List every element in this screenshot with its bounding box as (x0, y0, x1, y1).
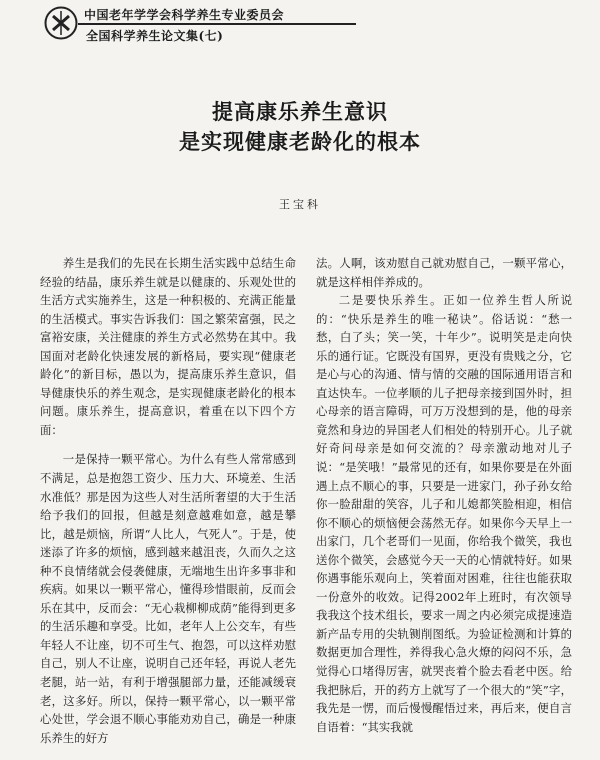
paragraph-section-1-end: 法。人啊，该劝慰自己就劝慰自己，一颗平常心，就是这样相伴养成的。 (316, 256, 572, 289)
article-author: 王宝科 (279, 198, 321, 211)
header-divider (78, 23, 356, 25)
article-title-line1: 提高康乐养生意识 (212, 99, 388, 124)
header-collection-name: 全国科学养生论文集(七) (86, 29, 224, 43)
body-column-right (316, 254, 572, 736)
paragraph-intro: 养生是我们的先民在长期生活实践中总结生命经验的结晶，康乐养生就是以健康的、乐观处世的生活方式实施养生，这是一种积极的、充满正能量的生活模式。事实告诉我们：国之繁荣富强，民之富裕安康，关注健康的养生方式必然势在其中。我国面对老龄化快速发展的新格局，要实现“健康老龄化”的新目标，愚以为，提高康乐养生意识，倡导健康快乐的养生观念，是实现健康老龄化的根本问题。康乐养生，提高意识，着重在以下四个方面： (40, 256, 296, 437)
body-column-left (40, 254, 296, 747)
header-society-name: 中国老年学学会科学养生专业委员会 (84, 8, 285, 22)
article-title-line2: 是实现健康老龄化的根本 (179, 129, 421, 154)
seal-logo-icon (44, 6, 78, 40)
paragraph-section-1: 一是保持一颗平常心。为什么有些人常常感到不满足，总是抱怨工资少、压力大、环境差、生活水准低？那是因为这些人对生活所奢望的大于生活给予我们的回报，但越是刻意越难如意，越是攀比，越是烦恼，所谓“人比人，气死人”。于是，使迷添了许多的烦恼，感到越来越沮丧，久而久之这种不良情绪就会侵袭健康，无端地生出许多事非和疾病。如果以一颗平常心，懂得珍惜眼前，反而会乐在其中，反而会：“无心栽柳柳成荫”能得到更多的生活乐趣和享受。比如，老年人上公交车，有些年轻人不让座，切不可生气、抱怨，可以这样劝慰自己，别人不让座，说明自己还年轻，再说人老先老腿，站一站，有利于增强腿部力量，还能减缓衰老，这多好。所以，保持一颗平常心，以一颗平常心处世，学会退不顺心事能劝劝自己，确是一种康乐养生的好方 (40, 452, 296, 745)
paragraph-section-2: 二是要快乐养生。正如一位养生哲人所说的：“快乐是养生的唯一秘诀”。俗话说：“愁一愁，白了头；笑一笑，十年少”。说明笑是走向快乐的通行证。它既没有国界，更没有贵贱之分，它是心与心的沟通、情与情的交融的国际通用语言和直达快车。一位孝顺的儿子把母亲接到国外时，担心母亲的语言障碍，可万万没想到的是，他的母亲竟然和身边的异国老人们相处的特别开心。儿子就好奇问母亲是如何交流的？母亲激动地对儿子说：“是笑哦！”最常见的还有，如果你要是在外面遇上点不顺心的事，只要是一进家门，孙子孙女给你一脸甜甜的笑容，儿子和儿媳都笑脸相迎，相信你不顺心的烦恼便会荡然无存。如果你今天早上一出家门，几个老哥们一见面，你给我个微笑，我也送你个微笑，会感觉今天一天的心情就特好。如果你遇事能乐观向上，笑着面对困难，往往也能获取一份意外的收效。记得2002年上班时，有次领导我我这个技术组长，要求一周之内必须完成提速造新产品专用的尖轨铡削图纸。为验证检测和计算的数据更加合理性，养得我心急火燎的闷闷不乐，急觉得心口堵得厉害，就哭丧着个脸去看老中医。给我把脉后，开的药方上就写了一个很大的“笑”字，我先是一愣，而后慢慢醒悟过来，再后来，便自言自语着：“其实我就 (316, 293, 572, 734)
